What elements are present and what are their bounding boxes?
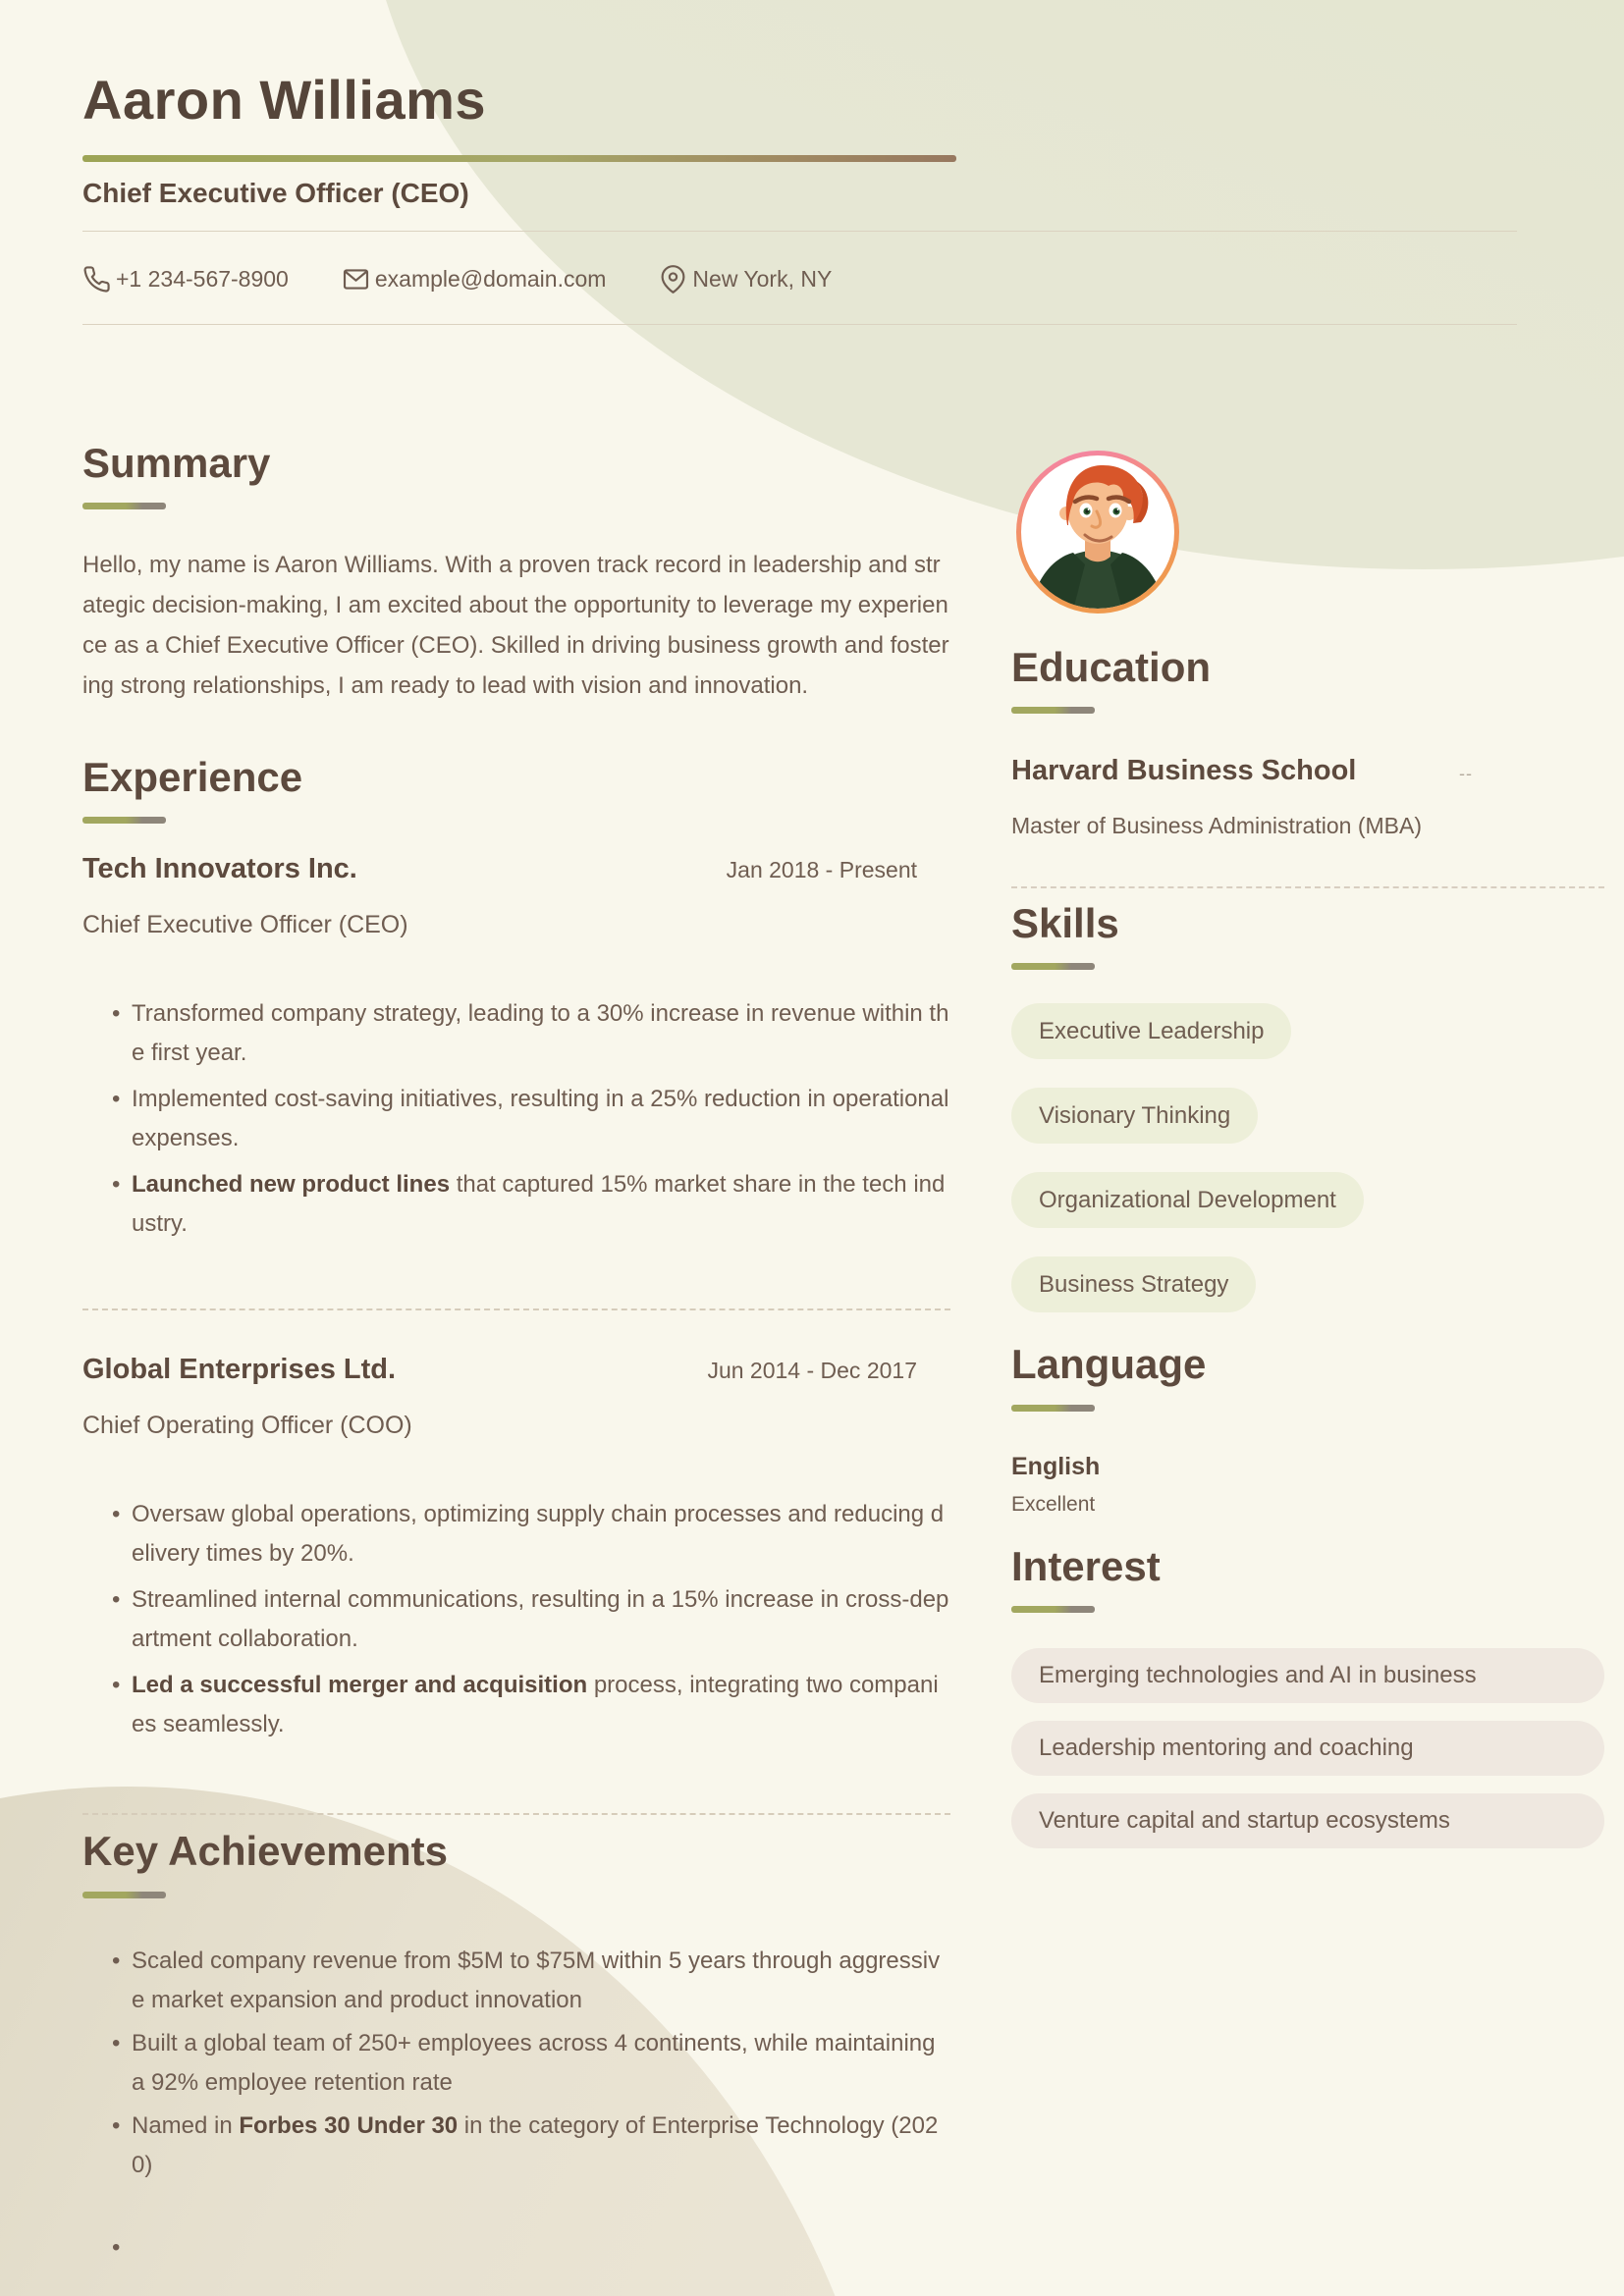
contact-location[interactable] [659,265,832,294]
skills-chip-list [1011,1003,1604,1312]
location-icon [659,265,687,294]
job-header [82,1354,917,1386]
mail-icon [342,265,370,294]
education-heading: Education [1011,644,1212,690]
bullet-dot: • [112,1171,121,1199]
bullet-dot: • [112,1086,121,1113]
skill-chip: Visionary Thinking [1011,1088,1258,1144]
contact-row [82,257,1624,300]
columns [82,325,1624,2271]
accent-bar [1011,707,1095,714]
section-education [1011,645,1604,888]
contact-email-text: example@domain.com [374,265,607,292]
experience-job [82,1354,950,1744]
bullet-item-empty [82,2228,950,2268]
right-column [1011,325,1604,1848]
bullet-item: • Oversaw global operations, optimizing supply chain processes and reducing delivery times by 20%. [82,1495,950,1574]
bullet-dot: • [112,1586,121,1614]
language-level: Excellent [1011,1492,1096,1516]
job-header [82,853,917,885]
phone-icon [82,265,111,294]
achievements-heading: Key Achievements [82,1828,448,1875]
bullet-item: • Streamlined internal communications, resulting in a 15% increase in cross-department collaboration. [82,1580,950,1659]
contact-email[interactable] [342,265,607,294]
job-bullet-list [82,994,950,1244]
name-accent-bar [82,155,956,162]
accent-bar [82,1892,166,1898]
section-summary [82,441,950,706]
bullet-dot: • [112,2029,121,2056]
interest-heading: Interest [1011,1542,1161,1589]
bullet-item: • Implemented cost-saving initiatives, resulting in a 25% reduction in operational expenses. [82,1080,950,1158]
bullet-item: • Launched new product lines that captured 15% market share in the tech industry. [82,1165,950,1244]
accent-bar [82,503,166,509]
language-heading: Language [1011,1341,1207,1388]
skill-chip: Business Strategy [1011,1256,1256,1312]
section-key-achievements [82,1813,950,2267]
degree-name: Master of Business Administration (MBA) [1011,813,1422,839]
job-dates: Jun 2014 - Dec 2017 [707,1358,917,1384]
skills-heading: Skills [1011,900,1119,947]
header [82,69,1624,325]
section-language [1011,1342,1604,1516]
bullet-item: • Built a global team of 250+ employees across 4 continents, while maintaining a 92% employee retention rate [82,2024,950,2103]
education-entry [1011,755,1473,787]
bullet-item: • Led a successful merger and acquisition process, integrating two companies seamlessly. [82,1666,950,1744]
language-name: English [1011,1452,1101,1480]
education-date-placeholder: -- [1459,764,1473,784]
person-title: Chief Executive Officer (CEO) [82,178,469,208]
experience-heading: Experience [82,754,303,801]
interest-chip: Emerging technologies and AI in business [1011,1648,1604,1703]
bullet-dot: • [112,1672,121,1699]
job-bullet-list [82,1495,950,1744]
job-role: Chief Executive Officer (CEO) [82,911,408,939]
company-name: Tech Innovators Inc. [82,853,357,885]
accent-bar [1011,1405,1095,1412]
dashed-separator [82,1813,950,1815]
profile-photo [1014,449,1181,615]
skill-chip: Executive Leadership [1011,1003,1291,1059]
summary-heading: Summary [82,440,271,486]
section-experience [82,755,950,1744]
accent-bar [1011,1606,1095,1613]
interest-chip: Leadership mentoring and coaching [1011,1721,1604,1776]
accent-bar [82,817,166,824]
bullet-item: • Named in Forbes 30 Under 30 in the category of Enterprise Technology (2020) [82,2107,950,2185]
interest-chip: Venture capital and startup ecosystems [1011,1793,1604,1848]
contact-phone[interactable] [82,265,289,294]
accent-bar [1011,963,1095,970]
job-role: Chief Operating Officer (COO) [82,1412,412,1440]
left-column [82,325,950,2271]
bullet-dot: • [112,2233,121,2261]
bullet-item: • Transformed company strategy, leading to a 30% increase in revenue within the first year. [82,994,950,1073]
contact-location-text: New York, NY [692,265,833,292]
interest-chip-list [1011,1648,1604,1848]
header-divider-top [82,231,1517,232]
summary-text: Hello, my name is Aaron Williams. With a proven track record in leadership and strategic decision-making, I am excited about the opportunity to leverage my experience as a Chief Executive Officer (CEO). Skilled in driving business growth and fostering strong relationships, I am ready to lead with vision and innovation. [82,552,949,700]
school-name: Harvard Business School [1011,755,1357,787]
experience-job [82,853,950,1244]
dashed-separator [1011,886,1604,888]
company-name: Global Enterprises Ltd. [82,1354,397,1386]
contact-phone-text: +1 234-567-8900 [116,265,289,292]
section-skills [1011,901,1604,1312]
section-interest [1011,1544,1604,1848]
bullet-dot: • [112,1000,121,1028]
skill-chip: Organizational Development [1011,1172,1364,1228]
bullet-dot: • [112,2111,121,2139]
achievements-bullet-list [82,1942,950,2268]
bullet-dot: • [112,1501,121,1528]
dashed-separator [82,1308,950,1310]
person-name: Aaron Williams [82,69,487,131]
bullet-dot: • [112,1947,121,1974]
bullet-item: • Scaled company revenue from $5M to $75M within 5 years through aggressive market expansion and product innovation [82,1942,950,2020]
job-dates: Jan 2018 - Present [726,857,917,883]
